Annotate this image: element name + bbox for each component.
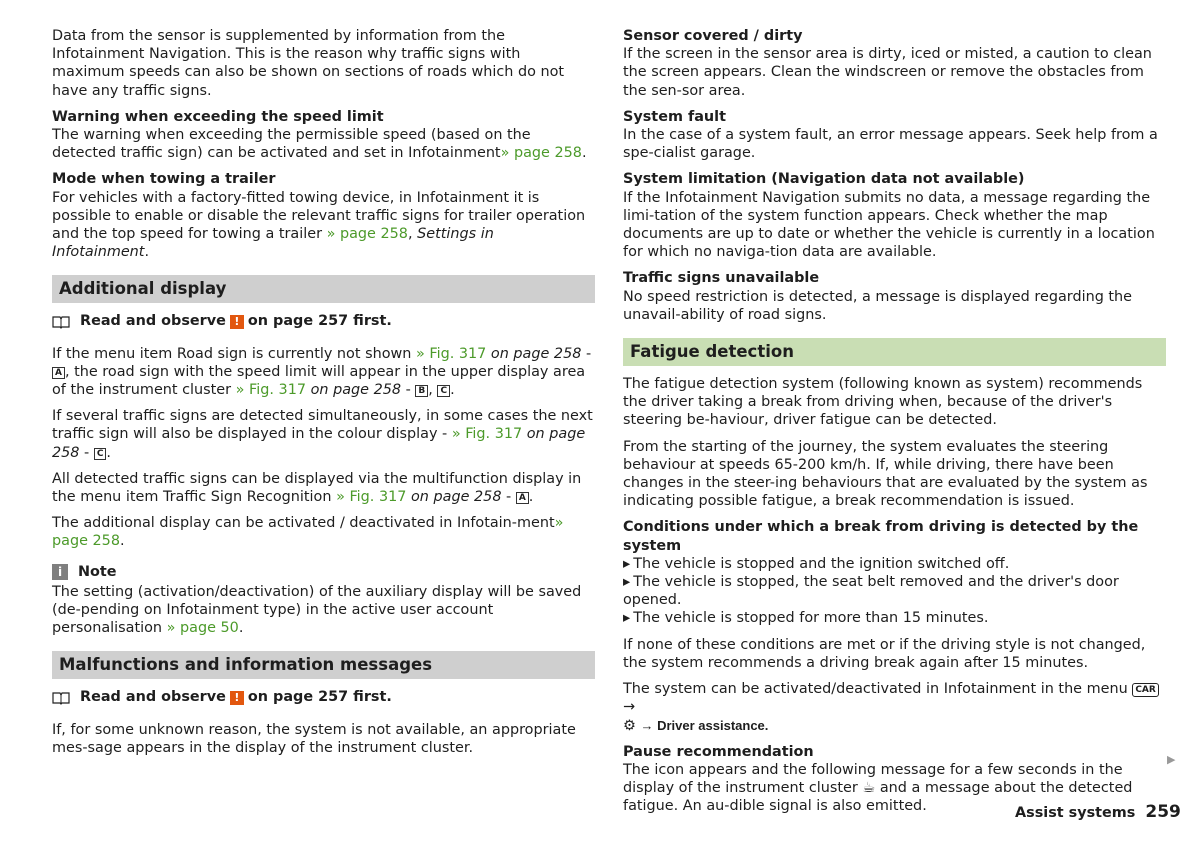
punctuation: .	[106, 444, 111, 461]
page-link[interactable]: » page 258	[326, 226, 408, 243]
system-fault-heading: System fault	[623, 108, 726, 125]
sensor-covered-block	[623, 27, 1166, 100]
page-link[interactable]: » page 50	[166, 620, 239, 637]
pause-recommendation-heading: Pause recommendation	[623, 743, 814, 760]
settings-reference: Settings in Infotainment	[52, 226, 494, 261]
system-limitation-heading: System limitation (Navigation data not available)	[623, 171, 1025, 188]
continue-arrow-icon: ▶	[1167, 753, 1176, 766]
page-link[interactable]: » page 258	[500, 145, 582, 162]
punctuation: .	[144, 244, 150, 261]
punctuation: -	[501, 489, 516, 506]
trailer-mode-text: For vehicles with a factory-fitted towing device, in Infotainment it is possible to enable or disable the relevant traffic signs for trailer operation and the top speed for towing a trailer	[52, 189, 586, 243]
page-ref: on page 258	[306, 382, 402, 399]
settings-icon: ⚙	[623, 717, 636, 734]
left-column	[52, 27, 595, 765]
punctuation: .	[119, 533, 125, 550]
figure-key-c: C	[94, 448, 107, 460]
list-item: ▸ The vehicle is stopped for more than 15 minutes.	[623, 609, 1166, 627]
conditions-heading: Conditions under which a break from driving is detected by the system	[623, 519, 1139, 554]
punctuation: -	[401, 382, 416, 399]
text: and a message about the detected fatigue. An au-dible signal is also emitted.	[623, 780, 1133, 815]
figure-key-c: C	[437, 385, 450, 397]
intro-paragraph: Data from the sensor is supplemented by information from the Infotainment Navigation. This is the reason why traffic signs with maximum speeds can also be shown on sections of roads which do not have any traffic signs.	[52, 28, 565, 99]
text: If several traffic signs are detected simultaneously, in some cases the next traffic sign will also be displayed in the colour display -	[52, 408, 593, 443]
page-ref: on page 258	[52, 426, 586, 461]
fatigue-evaluation-paragraph: From the starting of the journey, the system evaluates the steering behaviour at speeds 65-200 km/h. If, while driving, there have been changes in the steer-ing behaviours that are evaluated by the system as indicating possible fatigue, a break recommendation is issued.	[623, 438, 1148, 510]
note-label: Note	[78, 563, 117, 580]
text: The additional display can be activated / deactivated in Infotain-ment	[52, 515, 555, 532]
figure-link[interactable]: » Fig. 317	[415, 345, 487, 362]
system-limitation-text: If the Infotainment Navigation submits no data, a message regarding the limi-tation of the system function appears. Check whether the map documents are up to date or whether the vehicle is currently in a location for which no naviga-tion data are available.	[623, 189, 1155, 261]
list-item: ▸ The vehicle is stopped, the seat belt removed and the driver's door opened.	[623, 573, 1166, 609]
right-column	[623, 27, 1166, 824]
figure-key-a: A	[516, 492, 529, 504]
page-number: 259	[1145, 802, 1181, 822]
warning-icon: !	[230, 315, 244, 329]
text: , the road sign with the speed limit will appear in the upper display area of the instrument cluster	[52, 363, 586, 399]
book-icon	[52, 315, 70, 329]
punctuation: -	[79, 444, 94, 461]
signs-unavailable-text: No speed restriction is detected, a message is displayed regarding the unavail-ability of road signs.	[623, 288, 1133, 323]
figure-link[interactable]: » Fig. 317	[451, 426, 523, 443]
no-conditions-paragraph: If none of these conditions are met or if the driving style is not changed, the system recommends a driving break again after 15 minutes.	[623, 636, 1146, 671]
activation-paragraph	[623, 680, 1166, 735]
section-heading-malfunctions: Malfunctions and information messages	[52, 651, 595, 679]
text: All detected traffic signs can be displayed via the multifunction display in the menu item Traffic Sign Recognition	[52, 470, 582, 506]
figure-key-b: B	[415, 385, 428, 397]
all-signs-paragraph	[52, 470, 595, 506]
menu-path: → Driver assistance.	[640, 717, 769, 733]
note-header	[52, 563, 595, 581]
info-icon: i	[52, 564, 68, 580]
speed-warning-block	[52, 108, 595, 163]
note-text	[52, 583, 595, 638]
additional-display-toggle-paragraph	[52, 514, 595, 550]
trailer-mode-heading: Mode when towing a trailer	[52, 171, 276, 188]
figure-link[interactable]: » Fig. 317	[235, 382, 307, 399]
car-menu-icon: CAR	[1132, 683, 1159, 697]
punctuation: -	[581, 345, 592, 362]
list-item: ▸ The vehicle is stopped and the ignition switched off.	[623, 555, 1166, 573]
warning-icon: !	[230, 691, 244, 705]
sensor-covered-heading: Sensor covered / dirty	[623, 28, 803, 44]
several-signs-paragraph	[52, 407, 595, 462]
page-footer	[1015, 803, 1181, 822]
figure-key-a: A	[52, 367, 65, 379]
read-observe-notice	[52, 312, 595, 330]
read-observe-text: Read and observe	[80, 313, 226, 330]
text: If the menu item Road sign is currently not shown	[52, 345, 416, 362]
unknown-reason-paragraph: If, for some unknown reason, the system is not available, an appropriate mes-sage appears in the display of the instrument cluster.	[52, 721, 576, 756]
signs-unavailable-block	[623, 269, 1166, 324]
page-ref: on page 258	[486, 345, 582, 362]
punctuation: .	[528, 489, 534, 506]
sensor-covered-text: If the screen in the sensor area is dirty, iced or misted, a caution to clean the screen appears. Clean the windscreen or remove the obstacles from the sen-sor area.	[623, 46, 1152, 99]
punctuation: .	[450, 382, 455, 399]
conditions-block	[623, 518, 1166, 627]
menu-arrow: →	[623, 699, 636, 716]
page-link[interactable]: » page 258	[52, 515, 564, 550]
punctuation: ,	[407, 226, 418, 243]
trailer-mode-block	[52, 170, 595, 261]
signs-unavailable-heading: Traffic signs unavailable	[623, 270, 820, 287]
read-observe-suffix: on page 257 first.	[247, 689, 392, 706]
fatigue-intro-paragraph: The fatigue detection system (following known as system) recommends the driver taking a break from driving when, because of the driver's steering be-haviour, driver fatigue can be detected.	[623, 376, 1143, 429]
speed-warning-heading: Warning when exceeding the speed limit	[52, 108, 384, 125]
read-observe-notice	[52, 688, 595, 706]
book-icon	[52, 691, 70, 705]
coffee-cup-icon: ☕	[862, 780, 876, 797]
text: The icon appears and the following message for a few seconds in the display of the instrument cluster	[623, 761, 1123, 797]
section-heading-fatigue-detection: Fatigue detection	[623, 338, 1166, 366]
system-fault-text: In the case of a system fault, an error message appears. Seek help from a spe-cialist garage.	[623, 127, 1158, 162]
footer-chapter-title: Assist systems	[1015, 805, 1136, 821]
page-ref: on page 258	[406, 489, 502, 506]
section-heading-additional-display: Additional display	[52, 275, 595, 303]
system-limitation-block	[623, 170, 1166, 261]
figure-link[interactable]: » Fig. 317	[336, 489, 407, 506]
menu-item-paragraph	[52, 345, 595, 400]
punctuation: ,	[428, 382, 438, 399]
punctuation: .	[238, 620, 244, 637]
text: The setting (activation/deactivation) of the auxiliary display will be saved (de-pending on Infotainment type) in the active user account personalisation	[52, 583, 582, 637]
read-observe-text: Read and observe	[80, 689, 226, 706]
speed-warning-text: The warning when exceeding the permissible speed (based on the detected traffic sign) can be activated and set in Infotainment	[52, 127, 531, 162]
read-observe-suffix: on page 257 first.	[247, 313, 392, 330]
system-fault-block	[623, 108, 1166, 163]
punctuation: .	[581, 145, 587, 162]
text: The system can be activated/deactivated in Infotainment in the menu	[623, 681, 1128, 698]
